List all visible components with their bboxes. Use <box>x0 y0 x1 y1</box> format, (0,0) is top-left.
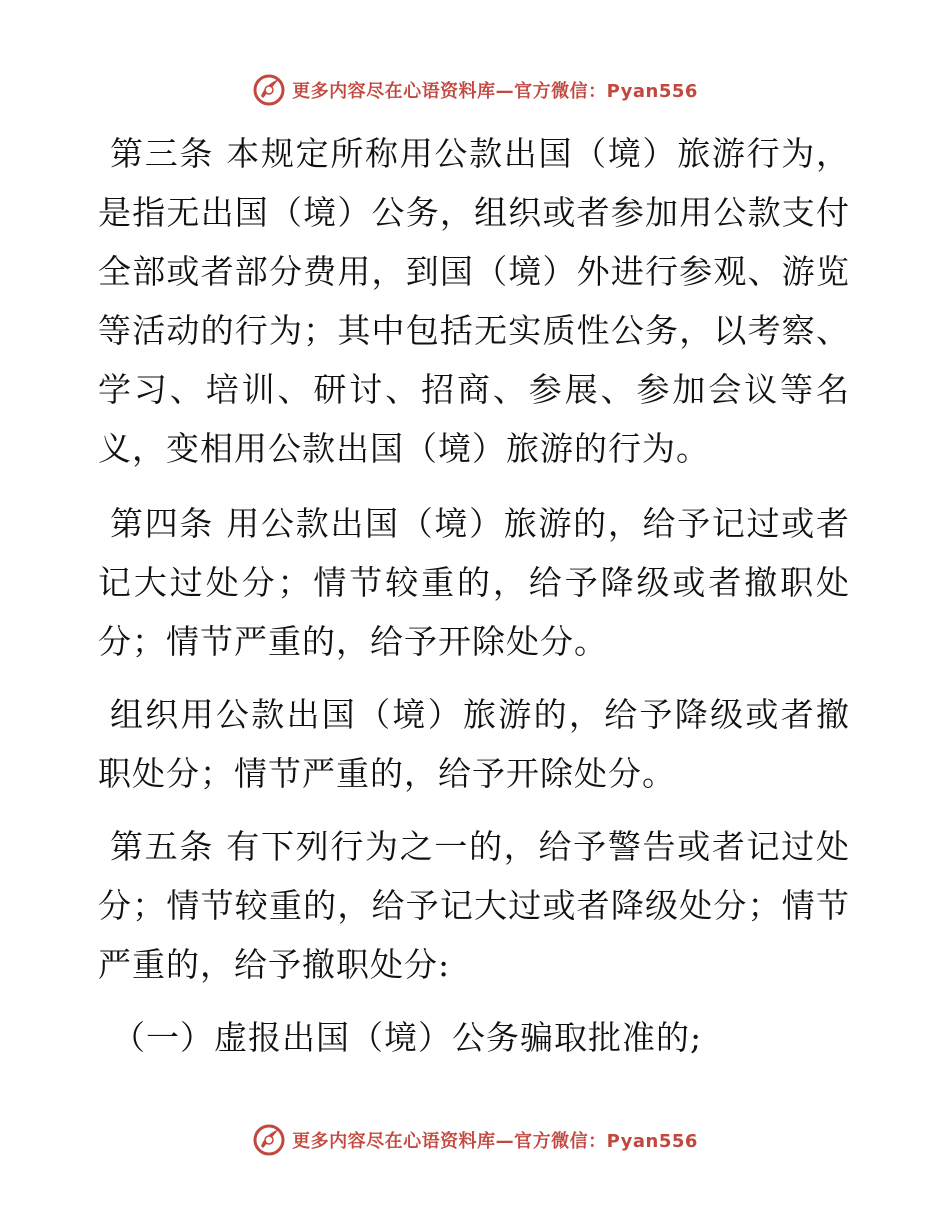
paragraph-article-5: 第五条 有下列行为之一的，给予警告或者记过处分；情节较重的，给予记大过或者降级处分；情节严重的，给予撤职处分: <box>98 827 850 984</box>
watermark-footer <box>0 1120 950 1160</box>
watermark-logo-icon <box>252 1123 286 1157</box>
paragraph-article-4: 第四条 用公款出国（境）旅游的，给予记过或者记大过处分；情节较重的，给予降级或者撤职处分；情节严重的，给予开除处分。 <box>98 504 850 661</box>
watermark-logo-icon <box>252 73 286 107</box>
paragraph-article-3: 第三条 本规定所称用公款出国（境）旅游行为，是指无出国（境）公务，组织或者参加用公款支付全部或者部分费用，到国（境）外进行参观、游览等活动的行为；其中包括无实质性公务，以考察、学习、培训、研讨、招商、参展、参加会议等名义，变相用公款出国（境）旅游的行为。 <box>98 134 850 468</box>
watermark-header <box>0 70 950 110</box>
watermark-text: 更多内容尽在心语资料库—官方微信：Pyan556 <box>292 81 698 102</box>
document-body <box>98 124 850 1087</box>
watermark-text: 更多内容尽在心语资料库—官方微信：Pyan556 <box>292 1131 698 1152</box>
paragraph-article-4-organize: 组织用公款出国（境）旅游的，给予降级或者撤职处分；情节严重的，给予开除处分。 <box>98 695 850 793</box>
list-item-1: （一）虚报出国（境）公务骗取批准的; <box>112 1018 703 1057</box>
